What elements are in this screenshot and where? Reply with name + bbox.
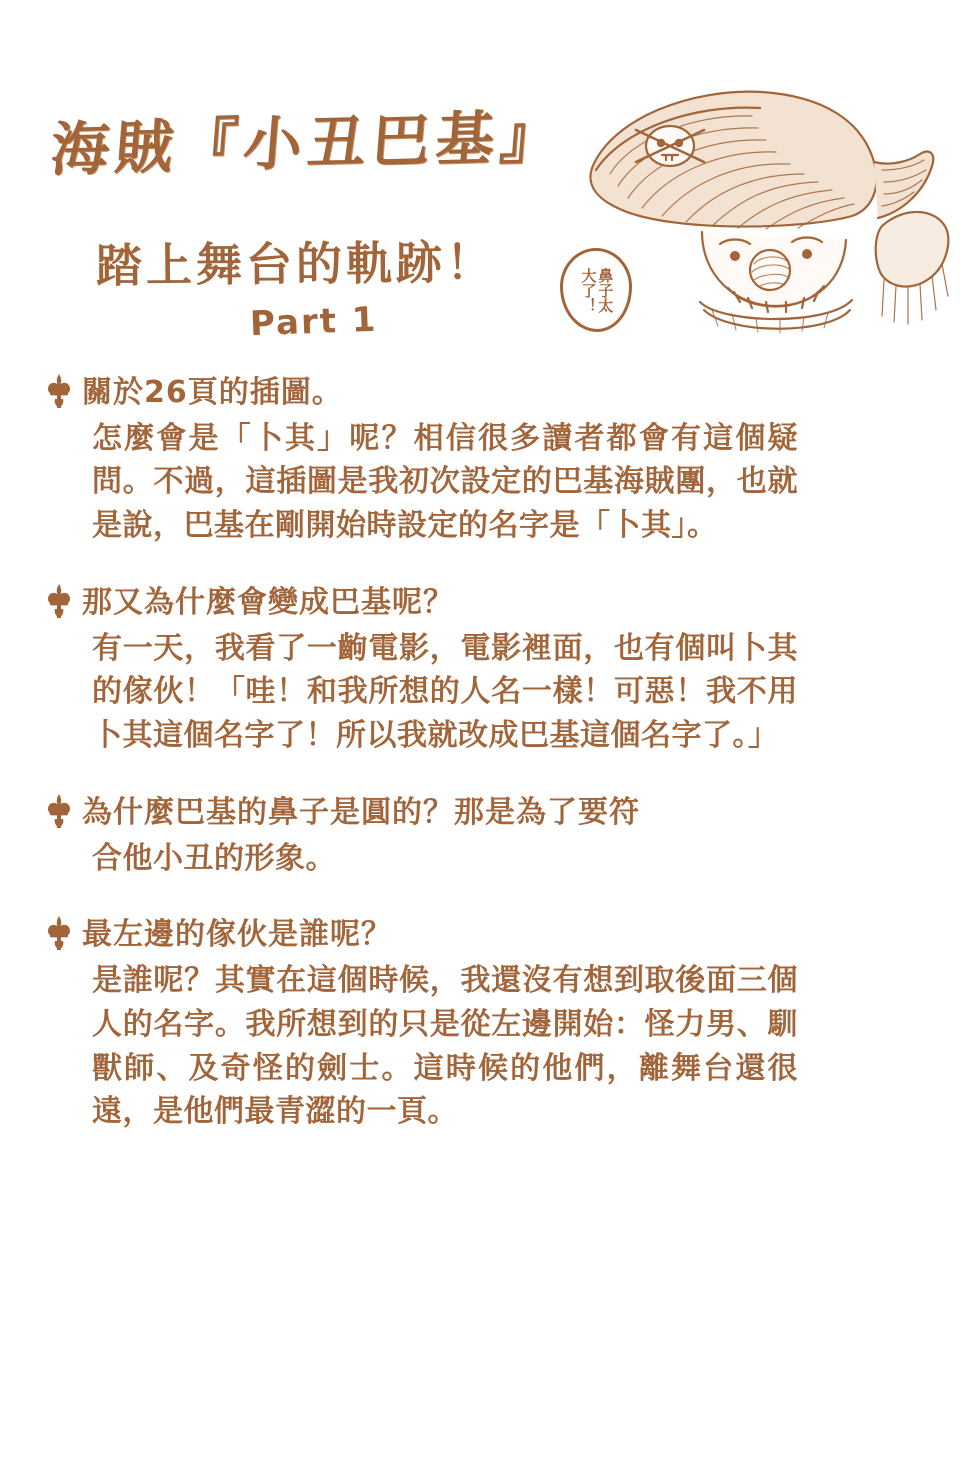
speech-bubble-line-1: 鼻子太 [596, 267, 615, 313]
speech-bubble-text [560, 248, 632, 332]
qa-answer: 怎麼會是「卜其」呢？相信很多讀者都會有這個疑問。不過，這插圖是我初次設定的巴基海賊團，也就是說，巴基在剛開始時設定的名字是「卜其」。 [92, 420, 798, 544]
page-header [0, 0, 960, 370]
part-label: Part 1 [249, 299, 379, 345]
qa-question: 那又為什麼會變成巴基呢？ [82, 584, 454, 620]
qa-question: 為什麼巴基的鼻子是圓的？那是為了要符 [82, 794, 640, 830]
qa-question-row [46, 914, 920, 957]
qa-answer: 有一天，我看了一齣電影，電影裡面，也有個叫卜其的傢伙！「哇！和我所想的人名一樣！可惡！我不用卜其這個名字了！所以我就改成巴基這個名字了。」 [92, 630, 798, 754]
qa-answer: 是誰呢？其實在這個時候，我還沒有想到取後面三個人的名字。我所想到的只是從左邊開始：怪力男、馴獸師、及奇怪的劍士。這時候的他們，離舞台還很遠，是他們最青澀的一頁。 [92, 962, 798, 1130]
qa-list [0, 372, 960, 1168]
qa-item [46, 372, 920, 548]
fleur-de-lis-icon [46, 916, 72, 950]
qa-question-row [46, 582, 920, 625]
qa-item [46, 914, 920, 1134]
qa-question: 最左邊的傢伙是誰呢？ [82, 917, 392, 953]
page-subtitle: 踏上舞台的軌跡！ [95, 235, 497, 293]
qa-question: 關於26頁的插圖。 [82, 375, 343, 410]
page-title: 海賊『小丑巴基』 [48, 102, 567, 184]
fleur-de-lis-icon [46, 584, 72, 618]
qa-question-row [46, 372, 920, 415]
qa-question-row [46, 792, 920, 835]
qa-answer: 合他小丑的形象。 [92, 840, 336, 876]
qa-item [46, 792, 920, 880]
qa-item [46, 582, 920, 758]
fleur-de-lis-icon [46, 374, 72, 408]
speech-bubble [560, 248, 632, 332]
fleur-de-lis-icon [46, 794, 72, 828]
speech-bubble-line-0: 大了！ [579, 267, 598, 313]
